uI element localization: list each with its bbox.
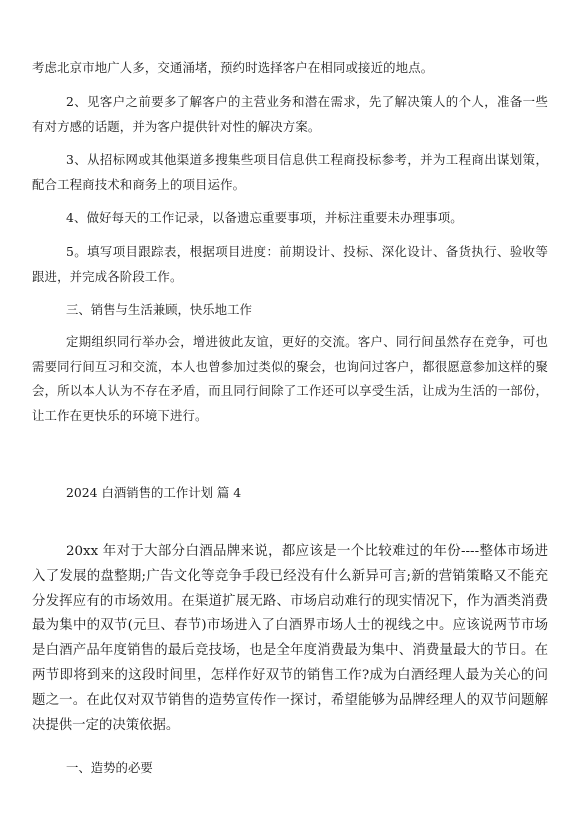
list-item-2: 2、见客户之前要多了解客户的主营业务和潜在需求，先了解决策人的个人，准备一些有对方感的话题，并为客户提供针对性的解决方案。 xyxy=(32,94,548,134)
section-heading-1: 一、造势的必要 xyxy=(66,760,153,775)
paragraph-life: 定期组织同行举办会，增进彼此友谊，更好的交流。客户、同行间虽然存在竞争，可也需要同行间互习和交流，本人也曾参加过类似的聚会，也询问过客户，都很愿意参加这样的聚会，所以本人认为不存在矛盾，而且同行间除了工作还可以享受生活，让成为生活的一部份，让工作在更快乐的环境下进行。 xyxy=(32,334,548,423)
paragraph-intro: 20xx 年对于大部分白酒品牌来说，都应该是一个比较难过的年份----整体市场进入了发展的盘整期;广告文化等竞争手段已经没有什么新异可言;新的营销策略又不能充分发挥应有的市场效用。在渠道扩展无路、市场启动难行的现实情况下，作为酒类消费最为集中的双节(元旦、春节)市场进入了白酒界市场人士的视线之中。应该说两节市场是白酒产品年度销售的最后竞技场，也是全年度消费最为集中、消费量最大的节日。在两节即将到来的这段时间里，怎样作好双节的销售工作?成为白酒经理人最为关心的问题之一。在此仅对双节销售的造势宣传作一探讨，希望能够为品牌经理人的双节问题解决提供一定的决策依据。 xyxy=(32,544,548,733)
section-heading-3: 三、销售与生活兼顾，快乐地工作 xyxy=(66,302,252,317)
section-title: 2024 白酒销售的工作计划 篇 4 xyxy=(66,485,242,500)
list-item-3: 3、从招标网或其他渠道多搜集些项目信息供工程商投标参考，并为工程商出谋划策，配合工程商技术和商务上的项目运作。 xyxy=(32,152,548,192)
paragraph-continuation: 考虑北京市地广人多，交通涌堵，预约时选择客户在相同或接近的地点。 xyxy=(32,60,434,75)
list-item-5: 5。填写项目跟踪表，根据项目进度：前期设计、投标、深化设计、备货执行、验收等跟进，并完成各阶段工作。 xyxy=(32,244,548,284)
list-item-4: 4、做好每天的工作记录，以备遗忘重要事项，并标注重要未办理事项。 xyxy=(66,210,463,225)
